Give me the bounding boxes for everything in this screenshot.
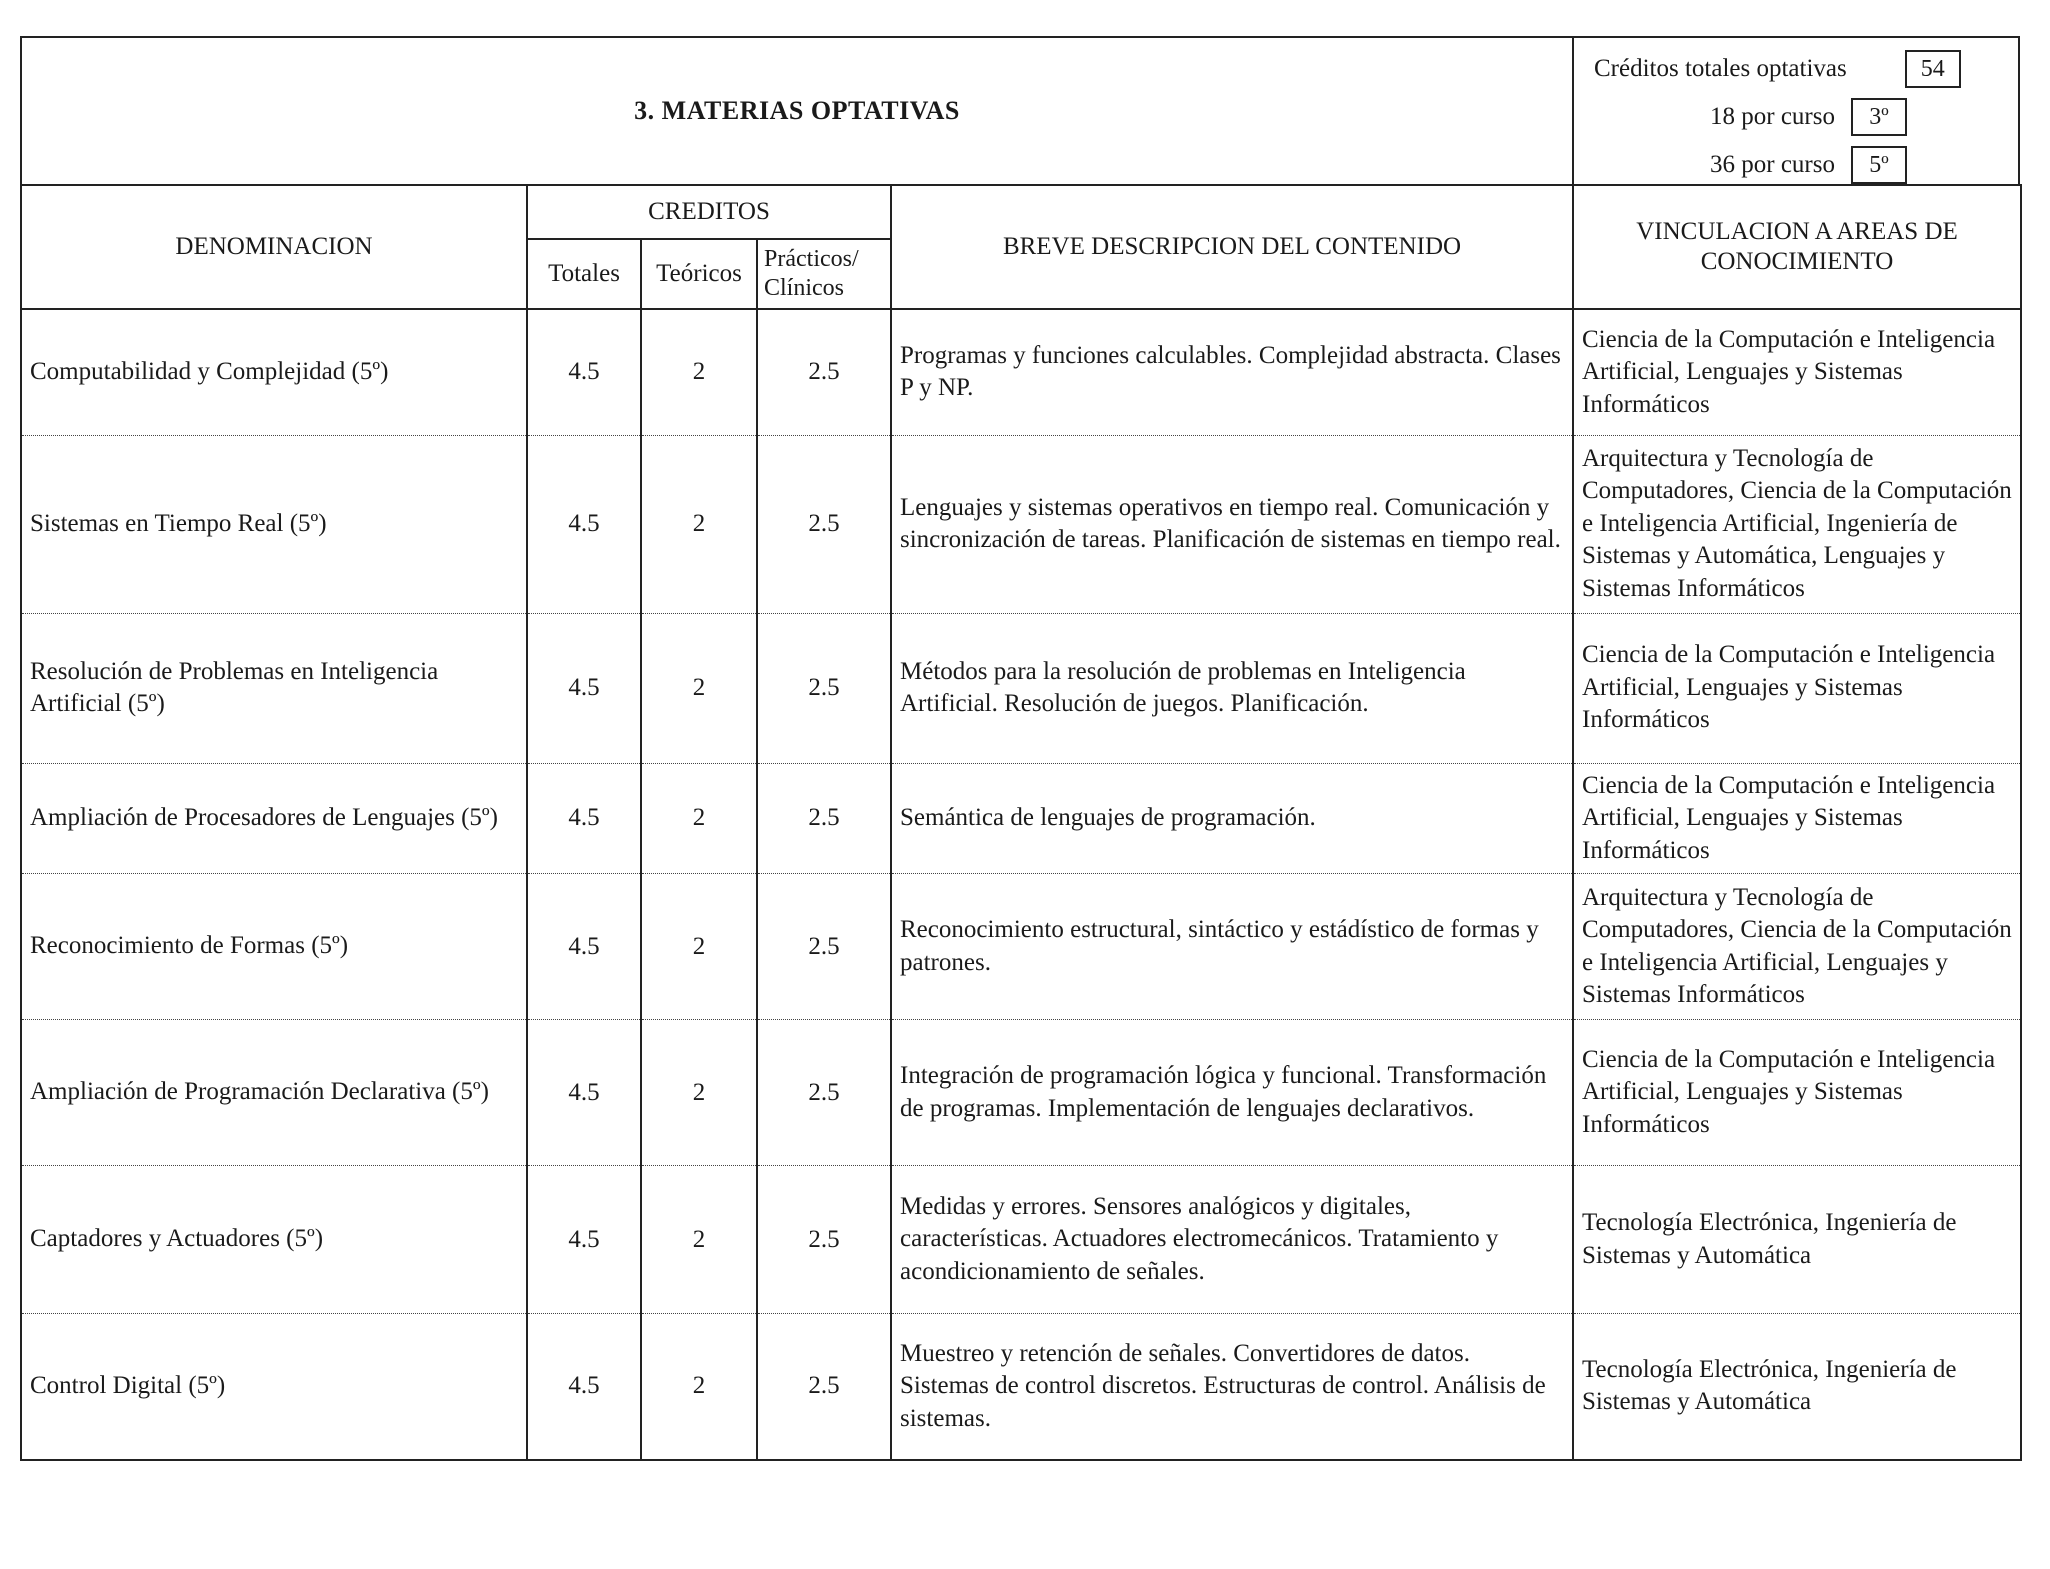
- credits-teoricos: 2: [641, 763, 757, 874]
- col-header-vinculacion: VINCULACION A AREAS DE CONOCIMIENTO: [1573, 185, 2021, 309]
- knowledge-areas: Ciencia de la Computación e Inteligencia Artificial, Lenguajes y Sistemas Informáticos: [1573, 1020, 2021, 1166]
- table-row: [21, 1166, 2021, 1314]
- credits-teoricos: 2: [641, 874, 757, 1020]
- table-row: [21, 435, 2021, 613]
- credits-totales: 4.5: [527, 309, 641, 435]
- per-course-value-1: 3º: [1851, 98, 1907, 136]
- total-credits-label: Créditos totales optativas: [1594, 55, 1847, 82]
- optional-subjects-table: [20, 184, 2022, 1461]
- table-row: [21, 309, 2021, 435]
- credits-practicos: 2.5: [757, 763, 891, 874]
- table-row: [21, 763, 2021, 874]
- section-title: 3. MATERIAS OPTATIVAS: [22, 38, 1574, 184]
- col-header-practicos: Prácticos/ Clínicos: [757, 239, 891, 309]
- credits-teoricos: 2: [641, 1166, 757, 1314]
- subject-name: Control Digital (5º): [21, 1314, 527, 1460]
- table-row: [21, 1314, 2021, 1460]
- credits-totales: 4.5: [527, 1020, 641, 1166]
- credits-totales: 4.5: [527, 613, 641, 763]
- credits-totales: 4.5: [527, 1314, 641, 1460]
- subject-description: Programas y funciones calculables. Complejidad abstracta. Clases P y NP.: [891, 309, 1573, 435]
- knowledge-areas: Arquitectura y Tecnología de Computadores, Ciencia de la Computación e Inteligencia Artificial, Lenguajes y Sistemas Informáticos: [1573, 874, 2021, 1020]
- subject-name: Ampliación de Programación Declarativa (5º): [21, 1020, 527, 1166]
- subject-name: Resolución de Problemas en Inteligencia Artificial (5º): [21, 613, 527, 763]
- col-header-totales: Totales: [527, 239, 641, 309]
- knowledge-areas: Ciencia de la Computación e Inteligencia Artificial, Lenguajes y Sistemas Informáticos: [1573, 613, 2021, 763]
- col-header-teoricos: Teóricos: [641, 239, 757, 309]
- credits-teoricos: 2: [641, 1314, 757, 1460]
- credits-totales: 4.5: [527, 874, 641, 1020]
- credits-practicos: 2.5: [757, 435, 891, 613]
- subject-name: Captadores y Actuadores (5º): [21, 1166, 527, 1314]
- subject-description: Muestreo y retención de señales. Convertidores de datos. Sistemas de control discretos. Estructuras de control. Análisis de sistemas.: [891, 1314, 1573, 1460]
- table-row: [21, 613, 2021, 763]
- credits-practicos: 2.5: [757, 613, 891, 763]
- credits-totales: 4.5: [527, 1166, 641, 1314]
- total-credits-value: 54: [1905, 50, 1961, 88]
- credits-practicos: 2.5: [757, 1314, 891, 1460]
- knowledge-areas: Ciencia de la Computación e Inteligencia Artificial, Lenguajes y Sistemas Informáticos: [1573, 763, 2021, 874]
- subject-description: Medidas y errores. Sensores analógicos y digitales, características. Actuadores electromecánicos. Tratamiento y acondicionamiento de señales.: [891, 1166, 1573, 1314]
- subject-description: Semántica de lenguajes de programación.: [891, 763, 1573, 874]
- col-header-descripcion: BREVE DESCRIPCION DEL CONTENIDO: [891, 185, 1573, 309]
- credits-teoricos: 2: [641, 309, 757, 435]
- knowledge-areas: Ciencia de la Computación e Inteligencia Artificial, Lenguajes y Sistemas Informáticos: [1573, 309, 2021, 435]
- subject-name: Ampliación de Procesadores de Lenguajes (5º): [21, 763, 527, 874]
- subject-description: Reconocimiento estructural, sintáctico y estádístico de formas y patrones.: [891, 874, 1573, 1020]
- subject-description: Lenguajes y sistemas operativos en tiempo real. Comunicación y sincronización de tareas. Planificación de sistemas en tiempo real.: [891, 435, 1573, 613]
- credits-totales: 4.5: [527, 763, 641, 874]
- table-row: [21, 874, 2021, 1020]
- section-header: [20, 36, 2020, 184]
- subject-name: Reconocimiento de Formas (5º): [21, 874, 527, 1020]
- credit-totals: [1574, 38, 2022, 184]
- per-course-label-2: 36 por curso: [1710, 151, 1835, 178]
- subject-name: Sistemas en Tiempo Real (5º): [21, 435, 527, 613]
- credits-practicos: 2.5: [757, 874, 891, 1020]
- subject-name: Computabilidad y Complejidad (5º): [21, 309, 527, 435]
- credits-practicos: 2.5: [757, 1166, 891, 1314]
- credits-teoricos: 2: [641, 1020, 757, 1166]
- subject-description: Integración de programación lógica y funcional. Transformación de programas. Implementación de lenguajes declarativos.: [891, 1020, 1573, 1166]
- credits-practicos: 2.5: [757, 309, 891, 435]
- document-sheet: [20, 36, 2020, 1461]
- col-header-creditos: CREDITOS: [527, 185, 891, 239]
- per-course-label-1: 18 por curso: [1710, 103, 1835, 130]
- credits-teoricos: 2: [641, 613, 757, 763]
- knowledge-areas: Tecnología Electrónica, Ingeniería de Sistemas y Automática: [1573, 1166, 2021, 1314]
- col-header-denominacion: DENOMINACION: [21, 185, 527, 309]
- subject-description: Métodos para la resolución de problemas en Inteligencia Artificial. Resolución de juegos. Planificación.: [891, 613, 1573, 763]
- credits-practicos: 2.5: [757, 1020, 891, 1166]
- per-course-value-2: 5º: [1851, 146, 1907, 184]
- credits-totales: 4.5: [527, 435, 641, 613]
- table-row: [21, 1020, 2021, 1166]
- knowledge-areas: Tecnología Electrónica, Ingeniería de Sistemas y Automática: [1573, 1314, 2021, 1460]
- credits-teoricos: 2: [641, 435, 757, 613]
- knowledge-areas: Arquitectura y Tecnología de Computadores, Ciencia de la Computación e Inteligencia Artificial, Ingeniería de Sistemas y Automática, Lenguajes y Sistemas Informáticos: [1573, 435, 2021, 613]
